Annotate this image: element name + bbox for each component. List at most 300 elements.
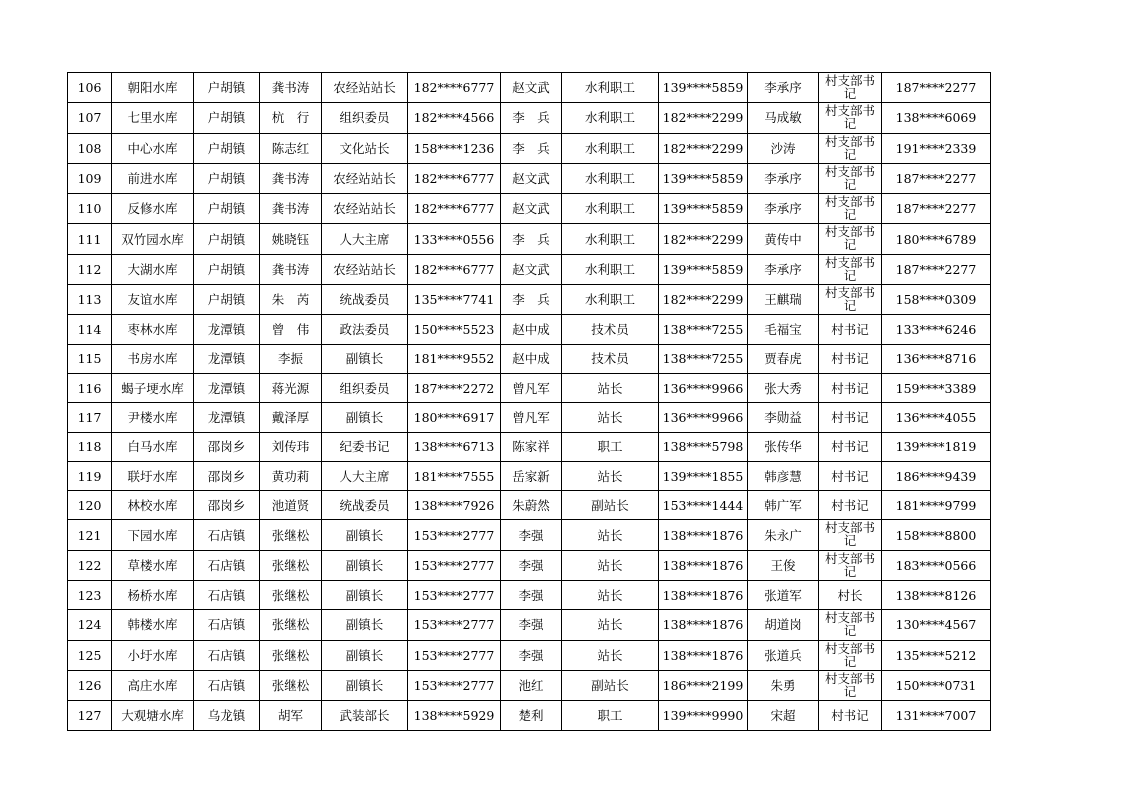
table-row <box>68 491 991 520</box>
cell-village-leader-phone: 138****6069 <box>882 103 991 133</box>
cell-technical-staff: 陈家祥 <box>501 432 562 461</box>
cell-village-leader-position <box>819 520 882 550</box>
cell-village-leader-position <box>819 610 882 640</box>
cell-leader-position: 副镇长 <box>322 403 408 432</box>
cell-leader-phone: 153****2777 <box>408 670 501 700</box>
cell-staff-position: 水利职工 <box>562 133 659 163</box>
cell-text: 村支部书记 <box>824 73 875 101</box>
cell-village-leader-position: 村书记 <box>819 491 882 520</box>
cell-township: 邵岗乡 <box>194 432 260 461</box>
cell-township: 户胡镇 <box>194 103 260 133</box>
cell-village-leader-phone: 181****9799 <box>882 491 991 520</box>
cell-leader-phone: 138****5929 <box>408 701 501 730</box>
cell-technical-staff: 曾凡军 <box>501 373 562 402</box>
cell-leader-phone: 135****7741 <box>408 285 501 315</box>
cell-village-leader-phone: 131****7007 <box>882 701 991 730</box>
cell-township-leader: 戴泽厚 <box>260 403 322 432</box>
table-row <box>68 550 991 580</box>
cell-village-leader-position <box>819 133 882 163</box>
cell-leader-position: 人大主席 <box>322 224 408 254</box>
cell-row-number: 119 <box>68 461 112 490</box>
cell-leader-phone: 153****2777 <box>408 581 501 610</box>
table-row <box>68 581 991 610</box>
cell-staff-position: 水利职工 <box>562 73 659 103</box>
cell-village-leader-position <box>819 670 882 700</box>
cell-leader-position: 副镇长 <box>322 640 408 670</box>
cell-township: 户胡镇 <box>194 254 260 284</box>
cell-text: 村支部书记 <box>824 103 875 132</box>
cell-leader-phone: 182****6777 <box>408 163 501 193</box>
table-row <box>68 315 991 344</box>
cell-staff-phone: 186****2199 <box>659 670 748 700</box>
cell-text: 村支部书记 <box>824 133 875 162</box>
cell-technical-staff: 李 兵 <box>501 133 562 163</box>
cell-row-number: 111 <box>68 224 112 254</box>
cell-staff-position: 站长 <box>562 461 659 490</box>
cell-row-number: 121 <box>68 520 112 550</box>
cell-text: 村支部书记 <box>824 550 875 579</box>
cell-township-leader: 龚书涛 <box>260 163 322 193</box>
cell-township: 户胡镇 <box>194 194 260 224</box>
table-row <box>68 224 991 254</box>
cell-township: 邵岗乡 <box>194 461 260 490</box>
cell-leader-phone: 150****5523 <box>408 315 501 344</box>
cell-reservoir-name: 草楼水库 <box>112 550 194 580</box>
cell-staff-position: 站长 <box>562 581 659 610</box>
cell-village-leader-phone: 136****4055 <box>882 403 991 432</box>
cell-staff-phone: 136****9966 <box>659 403 748 432</box>
cell-staff-phone: 139****5859 <box>659 73 748 103</box>
cell-row-number: 114 <box>68 315 112 344</box>
cell-text: 村支部书记 <box>824 610 875 639</box>
table-row <box>68 194 991 224</box>
cell-village-leader: 张道兵 <box>748 640 819 670</box>
cell-text: 村支部书记 <box>824 254 875 283</box>
cell-township: 户胡镇 <box>194 133 260 163</box>
cell-leader-position: 副镇长 <box>322 670 408 700</box>
cell-reservoir-name: 七里水库 <box>112 103 194 133</box>
cell-row-number: 122 <box>68 550 112 580</box>
cell-staff-phone: 182****2299 <box>659 285 748 315</box>
cell-staff-position: 站长 <box>562 520 659 550</box>
cell-staff-phone: 182****2299 <box>659 103 748 133</box>
cell-leader-position: 组织委员 <box>322 373 408 402</box>
cell-village-leader: 李承序 <box>748 194 819 224</box>
cell-staff-position: 水利职工 <box>562 163 659 193</box>
cell-staff-phone: 138****1876 <box>659 581 748 610</box>
cell-text: 村支部书记 <box>824 640 875 669</box>
cell-leader-phone: 181****7555 <box>408 461 501 490</box>
cell-village-leader-phone: 150****0731 <box>882 670 991 700</box>
cell-village-leader-phone: 187****2277 <box>882 73 991 103</box>
cell-township-leader: 龚书涛 <box>260 73 322 103</box>
cell-reservoir-name: 联圩水库 <box>112 461 194 490</box>
cell-text: 村支部书记 <box>824 670 875 699</box>
cell-township-leader: 蒋光源 <box>260 373 322 402</box>
cell-village-leader: 宋超 <box>748 701 819 730</box>
cell-village-leader: 韩彦慧 <box>748 461 819 490</box>
cell-township-leader: 张继松 <box>260 670 322 700</box>
cell-village-leader: 沙涛 <box>748 133 819 163</box>
cell-village-leader-phone: 158****8800 <box>882 520 991 550</box>
cell-leader-phone: 182****6777 <box>408 194 501 224</box>
cell-village-leader: 朱永广 <box>748 520 819 550</box>
cell-leader-position: 农经站站长 <box>322 73 408 103</box>
cell-township-leader: 张继松 <box>260 640 322 670</box>
cell-technical-staff: 李强 <box>501 550 562 580</box>
cell-village-leader-position: 村书记 <box>819 403 882 432</box>
cell-reservoir-name: 双竹园水库 <box>112 224 194 254</box>
cell-township: 户胡镇 <box>194 285 260 315</box>
cell-row-number: 115 <box>68 344 112 373</box>
cell-village-leader-position <box>819 163 882 193</box>
cell-staff-position: 技术员 <box>562 344 659 373</box>
cell-row-number: 108 <box>68 133 112 163</box>
cell-row-number: 124 <box>68 610 112 640</box>
table-row <box>68 373 991 402</box>
table-row <box>68 670 991 700</box>
cell-leader-position: 副镇长 <box>322 610 408 640</box>
cell-staff-phone: 139****1855 <box>659 461 748 490</box>
cell-row-number: 106 <box>68 73 112 103</box>
cell-staff-phone: 138****7255 <box>659 344 748 373</box>
cell-staff-phone: 139****5859 <box>659 254 748 284</box>
cell-village-leader-phone: 136****8716 <box>882 344 991 373</box>
cell-village-leader-phone: 191****2339 <box>882 133 991 163</box>
cell-reservoir-name: 朝阳水库 <box>112 73 194 103</box>
cell-township: 户胡镇 <box>194 163 260 193</box>
cell-staff-phone: 138****1876 <box>659 550 748 580</box>
cell-village-leader: 李承序 <box>748 163 819 193</box>
cell-village-leader-phone: 186****9439 <box>882 461 991 490</box>
cell-reservoir-name: 杨桥水库 <box>112 581 194 610</box>
cell-township-leader: 张继松 <box>260 581 322 610</box>
cell-village-leader: 胡道岗 <box>748 610 819 640</box>
table-body <box>68 73 991 731</box>
cell-technical-staff: 曾凡军 <box>501 403 562 432</box>
cell-village-leader-phone: 158****0309 <box>882 285 991 315</box>
cell-township-leader: 龚书涛 <box>260 194 322 224</box>
table-row <box>68 254 991 284</box>
cell-reservoir-name: 小圩水库 <box>112 640 194 670</box>
cell-village-leader: 朱勇 <box>748 670 819 700</box>
cell-village-leader-phone: 135****5212 <box>882 640 991 670</box>
cell-technical-staff: 赵中成 <box>501 344 562 373</box>
cell-leader-phone: 182****6777 <box>408 254 501 284</box>
cell-leader-phone: 180****6917 <box>408 403 501 432</box>
cell-text: 村支部书记 <box>824 285 875 314</box>
cell-staff-position: 水利职工 <box>562 224 659 254</box>
cell-reservoir-name: 中心水库 <box>112 133 194 163</box>
cell-row-number: 116 <box>68 373 112 402</box>
cell-township: 龙潭镇 <box>194 344 260 373</box>
cell-village-leader: 毛福宝 <box>748 315 819 344</box>
cell-leader-position: 副镇长 <box>322 550 408 580</box>
cell-township: 石店镇 <box>194 670 260 700</box>
cell-row-number: 123 <box>68 581 112 610</box>
cell-village-leader: 李承序 <box>748 73 819 103</box>
cell-reservoir-name: 书房水库 <box>112 344 194 373</box>
cell-leader-phone: 133****0556 <box>408 224 501 254</box>
cell-township-leader: 刘传玮 <box>260 432 322 461</box>
cell-village-leader: 王麒瑞 <box>748 285 819 315</box>
cell-staff-phone: 138****1876 <box>659 640 748 670</box>
cell-staff-phone: 139****5859 <box>659 194 748 224</box>
cell-staff-position: 站长 <box>562 550 659 580</box>
cell-staff-position: 水利职工 <box>562 254 659 284</box>
cell-township: 龙潭镇 <box>194 373 260 402</box>
table-row <box>68 103 991 133</box>
table-row <box>68 701 991 730</box>
cell-technical-staff: 楚利 <box>501 701 562 730</box>
cell-township: 石店镇 <box>194 640 260 670</box>
cell-row-number: 112 <box>68 254 112 284</box>
table-row <box>68 432 991 461</box>
cell-township: 龙潭镇 <box>194 403 260 432</box>
cell-technical-staff: 李强 <box>501 520 562 550</box>
cell-text: 村支部书记 <box>824 163 875 192</box>
cell-leader-phone: 138****6713 <box>408 432 501 461</box>
cell-township: 石店镇 <box>194 550 260 580</box>
cell-village-leader: 黄传中 <box>748 224 819 254</box>
cell-technical-staff: 岳家新 <box>501 461 562 490</box>
cell-township-leader: 胡军 <box>260 701 322 730</box>
cell-technical-staff: 李强 <box>501 610 562 640</box>
cell-village-leader-position <box>819 254 882 284</box>
cell-village-leader-phone: 183****0566 <box>882 550 991 580</box>
cell-row-number: 113 <box>68 285 112 315</box>
cell-reservoir-name: 高庄水库 <box>112 670 194 700</box>
cell-township-leader: 张继松 <box>260 550 322 580</box>
cell-village-leader: 李承序 <box>748 254 819 284</box>
cell-village-leader-phone: 180****6789 <box>882 224 991 254</box>
cell-village-leader-position: 村书记 <box>819 344 882 373</box>
cell-township: 户胡镇 <box>194 224 260 254</box>
cell-staff-position: 副站长 <box>562 670 659 700</box>
cell-staff-position: 职工 <box>562 701 659 730</box>
cell-row-number: 117 <box>68 403 112 432</box>
cell-leader-position: 组织委员 <box>322 103 408 133</box>
cell-staff-phone: 182****2299 <box>659 224 748 254</box>
cell-staff-phone: 139****5859 <box>659 163 748 193</box>
cell-row-number: 127 <box>68 701 112 730</box>
cell-text: 村支部书记 <box>824 520 875 549</box>
table-row <box>68 133 991 163</box>
cell-village-leader-position <box>819 194 882 224</box>
cell-text: 村支部书记 <box>824 194 875 223</box>
cell-row-number: 125 <box>68 640 112 670</box>
cell-township: 石店镇 <box>194 520 260 550</box>
cell-reservoir-name: 尹楼水库 <box>112 403 194 432</box>
cell-township-leader: 张继松 <box>260 610 322 640</box>
cell-row-number: 109 <box>68 163 112 193</box>
cell-township-leader: 黄功莉 <box>260 461 322 490</box>
cell-reservoir-name: 林校水库 <box>112 491 194 520</box>
cell-staff-position: 技术员 <box>562 315 659 344</box>
cell-reservoir-name: 大湖水库 <box>112 254 194 284</box>
cell-row-number: 118 <box>68 432 112 461</box>
cell-village-leader-phone: 133****6246 <box>882 315 991 344</box>
cell-leader-phone: 153****2777 <box>408 550 501 580</box>
cell-leader-phone: 153****2777 <box>408 520 501 550</box>
cell-leader-position: 统战委员 <box>322 491 408 520</box>
cell-row-number: 126 <box>68 670 112 700</box>
table-row <box>68 403 991 432</box>
cell-staff-phone: 139****9990 <box>659 701 748 730</box>
cell-row-number: 107 <box>68 103 112 133</box>
table-row <box>68 73 991 103</box>
cell-village-leader-position: 村书记 <box>819 701 882 730</box>
cell-village-leader-phone: 159****3389 <box>882 373 991 402</box>
table-row <box>68 520 991 550</box>
cell-leader-position: 武装部长 <box>322 701 408 730</box>
cell-village-leader: 李勋益 <box>748 403 819 432</box>
cell-leader-position: 文化站长 <box>322 133 408 163</box>
cell-text: 村支部书记 <box>824 224 875 253</box>
cell-township: 石店镇 <box>194 581 260 610</box>
cell-reservoir-name: 下园水库 <box>112 520 194 550</box>
cell-reservoir-name: 友谊水库 <box>112 285 194 315</box>
cell-village-leader: 马成敏 <box>748 103 819 133</box>
cell-staff-phone: 136****9966 <box>659 373 748 402</box>
cell-village-leader: 张传华 <box>748 432 819 461</box>
cell-staff-position: 站长 <box>562 640 659 670</box>
cell-township-leader: 张继松 <box>260 520 322 550</box>
cell-township: 户胡镇 <box>194 73 260 103</box>
cell-village-leader-position <box>819 73 882 103</box>
cell-row-number: 120 <box>68 491 112 520</box>
cell-village-leader-position <box>819 103 882 133</box>
cell-staff-phone: 138****1876 <box>659 520 748 550</box>
cell-village-leader: 张道军 <box>748 581 819 610</box>
cell-village-leader-phone: 139****1819 <box>882 432 991 461</box>
cell-staff-phone: 138****5798 <box>659 432 748 461</box>
cell-township-leader: 陈志红 <box>260 133 322 163</box>
cell-technical-staff: 赵文武 <box>501 254 562 284</box>
cell-village-leader: 王俊 <box>748 550 819 580</box>
cell-village-leader: 韩广军 <box>748 491 819 520</box>
cell-village-leader-position: 村书记 <box>819 432 882 461</box>
reservoir-contact-table <box>67 72 991 731</box>
cell-leader-position: 副镇长 <box>322 520 408 550</box>
cell-row-number: 110 <box>68 194 112 224</box>
cell-reservoir-name: 蝎子埂水库 <box>112 373 194 402</box>
cell-technical-staff: 赵文武 <box>501 163 562 193</box>
cell-village-leader-position: 村书记 <box>819 461 882 490</box>
cell-staff-phone: 138****1876 <box>659 610 748 640</box>
table-row <box>68 610 991 640</box>
cell-staff-position: 站长 <box>562 403 659 432</box>
cell-technical-staff: 李 兵 <box>501 285 562 315</box>
cell-reservoir-name: 枣林水库 <box>112 315 194 344</box>
cell-leader-position: 副镇长 <box>322 581 408 610</box>
cell-leader-position: 农经站站长 <box>322 254 408 284</box>
cell-township-leader: 李振 <box>260 344 322 373</box>
cell-reservoir-name: 反修水库 <box>112 194 194 224</box>
cell-technical-staff: 李强 <box>501 640 562 670</box>
table-row <box>68 163 991 193</box>
cell-staff-position: 水利职工 <box>562 194 659 224</box>
cell-leader-position: 副镇长 <box>322 344 408 373</box>
table-row <box>68 640 991 670</box>
cell-township-leader: 朱 芮 <box>260 285 322 315</box>
cell-leader-position: 农经站站长 <box>322 194 408 224</box>
table-row <box>68 285 991 315</box>
cell-technical-staff: 朱蔚然 <box>501 491 562 520</box>
cell-leader-phone: 187****2272 <box>408 373 501 402</box>
cell-technical-staff: 池红 <box>501 670 562 700</box>
cell-leader-phone: 153****2777 <box>408 610 501 640</box>
cell-leader-position: 政法委员 <box>322 315 408 344</box>
cell-leader-phone: 182****6777 <box>408 73 501 103</box>
table-row <box>68 344 991 373</box>
cell-township-leader: 姚晓钰 <box>260 224 322 254</box>
cell-technical-staff: 李 兵 <box>501 103 562 133</box>
cell-staff-phone: 153****1444 <box>659 491 748 520</box>
cell-leader-phone: 158****1236 <box>408 133 501 163</box>
cell-village-leader-phone: 138****8126 <box>882 581 991 610</box>
cell-staff-position: 副站长 <box>562 491 659 520</box>
cell-village-leader-phone: 187****2277 <box>882 163 991 193</box>
cell-leader-phone: 138****7926 <box>408 491 501 520</box>
cell-village-leader-position: 村长 <box>819 581 882 610</box>
cell-township-leader: 龚书涛 <box>260 254 322 284</box>
cell-village-leader-phone: 187****2277 <box>882 194 991 224</box>
cell-technical-staff: 赵文武 <box>501 73 562 103</box>
cell-township-leader: 池道贤 <box>260 491 322 520</box>
cell-township: 邵岗乡 <box>194 491 260 520</box>
cell-staff-position: 职工 <box>562 432 659 461</box>
cell-village-leader-position <box>819 640 882 670</box>
cell-technical-staff: 赵中成 <box>501 315 562 344</box>
cell-township: 龙潭镇 <box>194 315 260 344</box>
cell-township: 乌龙镇 <box>194 701 260 730</box>
cell-village-leader-phone: 130****4567 <box>882 610 991 640</box>
cell-leader-phone: 181****9552 <box>408 344 501 373</box>
cell-village-leader-position: 村书记 <box>819 373 882 402</box>
cell-village-leader-position <box>819 550 882 580</box>
cell-leader-position: 纪委书记 <box>322 432 408 461</box>
cell-reservoir-name: 前进水库 <box>112 163 194 193</box>
cell-reservoir-name: 韩楼水库 <box>112 610 194 640</box>
cell-village-leader: 贾春虎 <box>748 344 819 373</box>
cell-reservoir-name: 大观塘水库 <box>112 701 194 730</box>
cell-village-leader-position: 村书记 <box>819 315 882 344</box>
cell-technical-staff: 李强 <box>501 581 562 610</box>
cell-township-leader: 杭 行 <box>260 103 322 133</box>
cell-staff-phone: 138****7255 <box>659 315 748 344</box>
cell-staff-position: 水利职工 <box>562 285 659 315</box>
cell-staff-position: 站长 <box>562 610 659 640</box>
cell-township: 石店镇 <box>194 610 260 640</box>
cell-staff-position: 站长 <box>562 373 659 402</box>
cell-village-leader-position <box>819 224 882 254</box>
cell-leader-phone: 182****4566 <box>408 103 501 133</box>
cell-township-leader: 曾 伟 <box>260 315 322 344</box>
table-row <box>68 461 991 490</box>
cell-technical-staff: 李 兵 <box>501 224 562 254</box>
cell-leader-phone: 153****2777 <box>408 640 501 670</box>
cell-leader-position: 统战委员 <box>322 285 408 315</box>
cell-staff-position: 水利职工 <box>562 103 659 133</box>
cell-staff-phone: 182****2299 <box>659 133 748 163</box>
cell-leader-position: 人大主席 <box>322 461 408 490</box>
cell-leader-position: 农经站站长 <box>322 163 408 193</box>
cell-village-leader-position <box>819 285 882 315</box>
cell-technical-staff: 赵文武 <box>501 194 562 224</box>
cell-village-leader: 张大秀 <box>748 373 819 402</box>
cell-reservoir-name: 白马水库 <box>112 432 194 461</box>
